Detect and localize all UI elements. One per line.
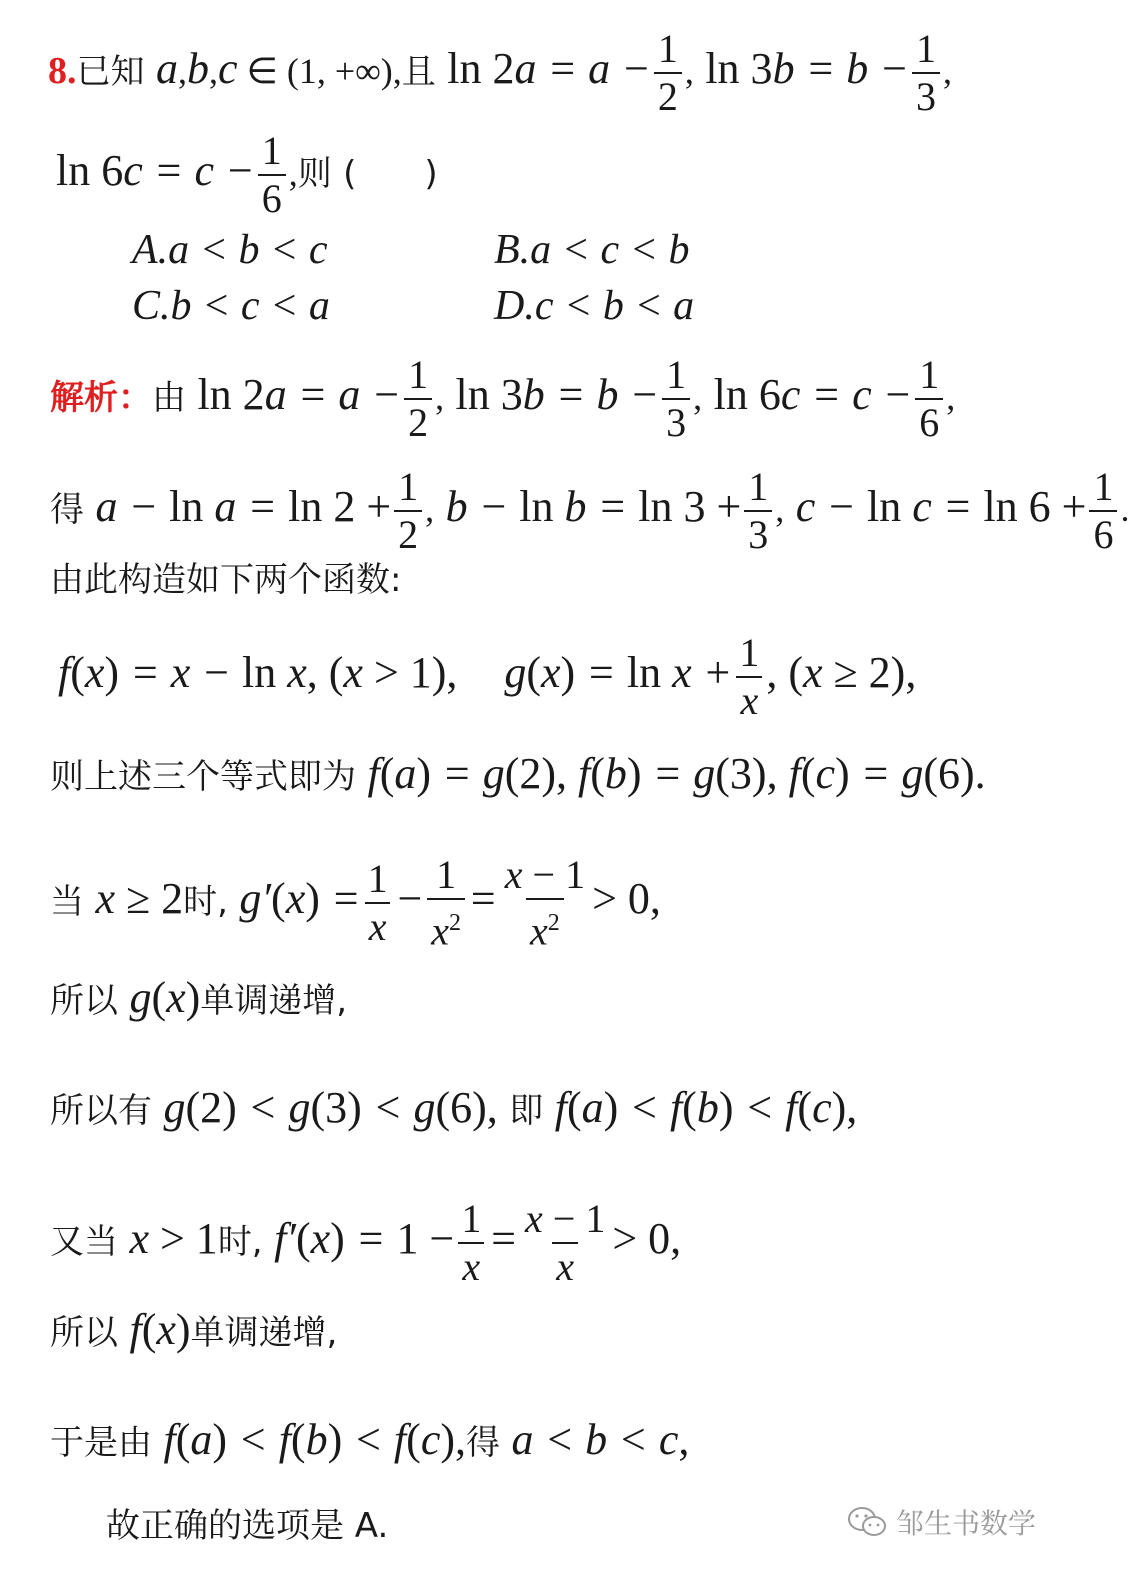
f-monotone-line: 所以 f(x)单调递增, bbox=[50, 1305, 338, 1354]
functions-line: f(x) = x − ln x, (x > 1), g(x) = ln x + $\frac{1}{x}$ , (x ≥ 2), bbox=[58, 630, 917, 723]
wechat-icon bbox=[846, 1505, 888, 1539]
watermark bbox=[846, 1502, 1036, 1542]
problem-line-2: ln 6c = c − $\frac{1}{6}$ ,则 ( ) bbox=[56, 128, 438, 221]
solution-line-2: 得 a − ln a = ln 2 + $\frac{1}{2}$ , b − ln b = ln 3 + $\frac{1}{3}$ , c − ln c = ln 6 + $\frac{1}{6}$ . bbox=[50, 464, 1129, 557]
g-inequality-line: 所以有 g(2) < g(3) < g(6), 即 f(a) < f(b) < f(c), bbox=[50, 1083, 858, 1132]
g-monotone-line: 所以 g(x)单调递增, bbox=[50, 973, 348, 1022]
watermark-text: 邹生书数学 bbox=[895, 1507, 1036, 1540]
solution-heading: 解析： bbox=[50, 378, 152, 418]
option-b: B.a < c < b bbox=[494, 227, 690, 273]
solution-line-1: 解析：由 ln 2a = a − $\frac{1}{2}$ , ln 3b = b − $\frac{1}{3}$ , ln 6c = c − $\frac{1}{6}$ , bbox=[50, 352, 956, 445]
derivation-line: 于是由 f(a) < f(b) < f(c),得 a < b < c, bbox=[50, 1415, 690, 1464]
construct-line: 由此构造如下两个函数: bbox=[50, 560, 402, 600]
problem-number: 8. bbox=[48, 50, 77, 92]
option-c: C.b < c < a bbox=[132, 283, 330, 329]
g-derivative-line: 当 x ≥ 2时, g′(x) = $\frac{1}{x}$ − $\frac{1}{x^2}$ = $\frac{x - 1}{x^2}$ > 0, bbox=[50, 852, 661, 954]
problem-line-1: 8.已知 a,b,c ∈ (1, +∞),且 ln 2a = a − $\frac{1}{2}$ , ln 3b = b − $\frac{1}{3}$ , bbox=[48, 26, 952, 119]
answer-blank: ( ) bbox=[343, 154, 438, 194]
option-d: D.c < b < a bbox=[494, 283, 695, 329]
conclusion-line: 故正确的选项是 A. bbox=[106, 1506, 389, 1546]
f-derivative-line: 又当 x > 1时, f′(x) = 1 − $\frac{1}{x}$ = $\frac{x - 1}{x}$ > 0, bbox=[50, 1196, 682, 1289]
option-a: A.a < b < c bbox=[132, 227, 328, 273]
equalities-line: 则上述三个等式即为 f(a) = g(2), f(b) = g(3), f(c) = g(6). bbox=[50, 749, 986, 798]
